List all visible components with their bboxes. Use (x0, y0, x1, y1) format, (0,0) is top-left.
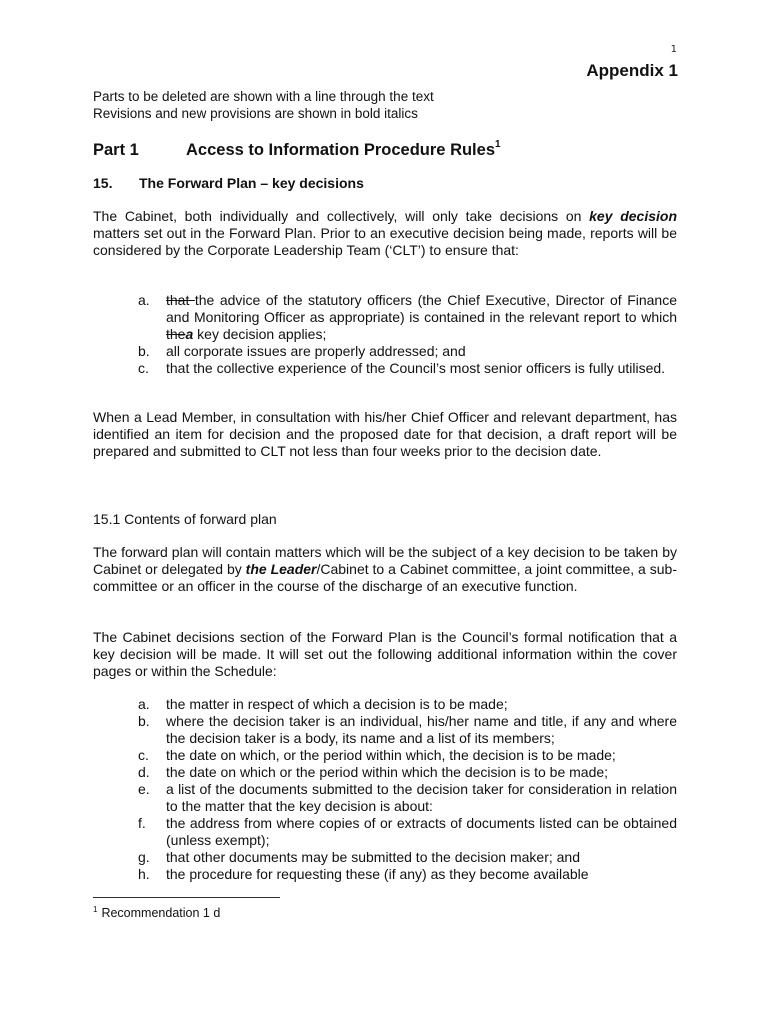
list-marker: c. (138, 360, 149, 376)
list-marker: e. (138, 781, 150, 797)
forward-plan-information-list (138, 696, 677, 883)
list-marker: a. (138, 696, 150, 712)
list-item (138, 696, 677, 713)
para1-text-end: matters set out in the Forward Plan. Prior to an executive decision being made, reports will be considered by the Corporate Leadership Team (‘CLT’) to ensure that: (93, 225, 677, 258)
list-marker: a. (138, 292, 150, 308)
footnote (93, 905, 220, 920)
list-item-text: that the collective experience of the Council’s most senior officers is fully utilised. (166, 360, 666, 376)
revision-legend (93, 88, 434, 122)
paragraph-lead-member: When a Lead Member, in consultation with his/her Chief Officer and relevant department, has identified an item for decision and the proposed date for that decision, a draft report will be prepared and submitted to CLT not less than four weeks prior to the decision date. (93, 409, 677, 459)
list-marker: g. (138, 849, 150, 865)
legend-deleted-note: Parts to be deleted are shown with a line through the text (93, 89, 434, 104)
list-item-text: the procedure for requesting these (if any) as they become available (166, 866, 589, 882)
page-number: 1 (670, 44, 677, 55)
para3-text-start: The forward plan will contain matters which will be the subject of a key decision to be taken by Cabinet or delegated by (93, 544, 677, 577)
list-item-text: the advice of the statutory officers (the Chief Executive, Director of Finance and Monitoring Officer as appropriate) is contained in the relevant report to which (166, 292, 678, 325)
list-item (138, 292, 677, 343)
subsection-heading: 15.1 Contents of forward plan (93, 511, 277, 527)
list-marker: h. (138, 866, 150, 882)
part-heading (93, 139, 693, 160)
legend-revision-note: Revisions and new provisions are shown in bold italics (93, 106, 418, 121)
paragraph-cabinet-decisions (93, 208, 677, 259)
list-item-text: a list of the documents submitted to the decision taker for consideration in relation to the matter that the key decision is about: (166, 781, 677, 814)
footnote-separator (93, 897, 280, 898)
section-title: The Forward Plan – key decisions (139, 175, 364, 191)
paragraph-forward-plan-contents (93, 544, 677, 595)
clt-checks-list (138, 292, 677, 377)
part-number: Part 1 (93, 141, 139, 159)
paragraph-cabinet-notification: The Cabinet decisions section of the Forward Plan is the Council’s formal notification that a key decision will be made. It will set out the following additional information within the cover pages or within the Schedule: (93, 629, 677, 679)
list-marker: c. (138, 747, 149, 763)
footnote-reference[interactable]: 1 (495, 139, 501, 150)
list-item (138, 764, 677, 781)
list-item (138, 747, 677, 764)
list-item-text: the date on which, or the period within which, the decision is to be made; (166, 747, 616, 763)
list-item-text: the date on which or the period within which the decision is to be made; (166, 764, 609, 780)
list-marker: f. (138, 815, 146, 831)
deleted-text: that (166, 292, 195, 308)
list-item (138, 343, 677, 360)
deleted-text: the (166, 326, 186, 342)
inserted-text: the Leader (245, 561, 317, 577)
list-item-text: that other documents may be submitted to the decision maker; and (166, 849, 581, 865)
list-item-text: the matter in respect of which a decision is to be made; (166, 696, 508, 712)
para1-text-start: The Cabinet, both individually and collectively, will only take decisions on (93, 208, 590, 224)
list-item-text: all corporate issues are properly addressed; and (166, 343, 466, 359)
list-item-text: key decision applies; (193, 326, 327, 342)
list-marker: d. (138, 764, 150, 780)
section-number: 15. (93, 175, 113, 191)
list-marker: b. (138, 713, 150, 729)
footnote-number: 1 (93, 905, 98, 914)
list-item (138, 713, 677, 747)
list-marker: b. (138, 343, 150, 359)
list-item-text: where the decision taker is an individual, his/her name and title, if any and where the decision taker is a body, its name and a list of its members; (166, 713, 677, 746)
appendix-title: Appendix 1 (586, 61, 678, 80)
section-heading (93, 175, 364, 191)
para3-text-end: /Cabinet to a Cabinet committee, a joint committee, a sub-committee or an officer in the course of the discharge of an executive function. (93, 561, 677, 594)
list-item (138, 849, 677, 866)
inserted-text: a (185, 326, 194, 342)
list-item (138, 815, 677, 849)
key-decision-term: key decision (589, 208, 677, 224)
list-item (138, 866, 677, 883)
footnote-text: Recommendation 1 d (101, 906, 221, 920)
part-title: Access to Information Procedure Rules (186, 141, 495, 159)
list-item (138, 781, 677, 815)
list-item-text: the address from where copies of or extracts of documents listed can be obtained (unless exempt); (166, 815, 677, 848)
list-item (138, 360, 677, 377)
